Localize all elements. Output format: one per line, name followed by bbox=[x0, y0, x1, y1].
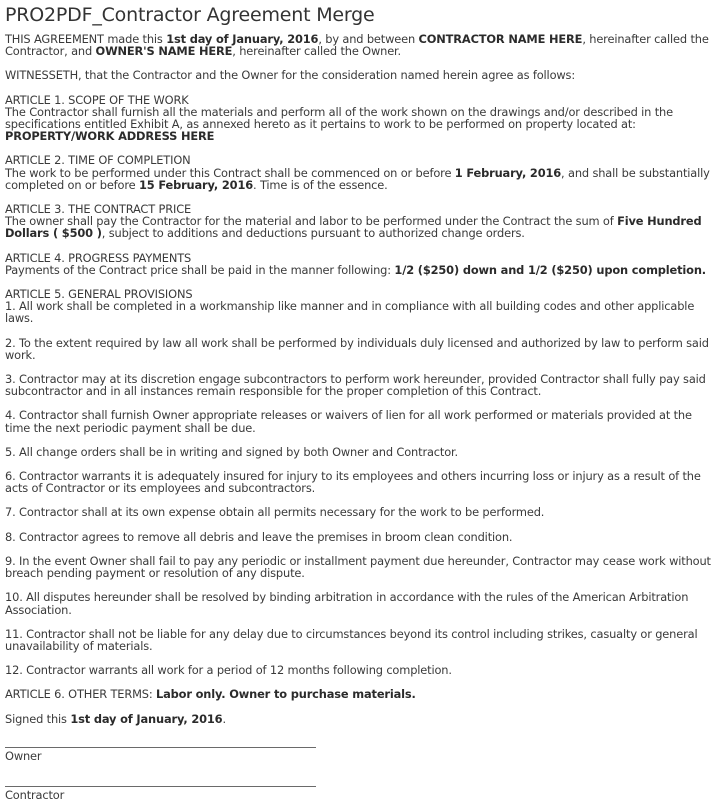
signed-date: 1st day of January, 2016 bbox=[70, 711, 223, 726]
contractor-signature-label: Contractor bbox=[5, 787, 65, 802]
provision-item: 8. Contractor agrees to remove all debris and leave the premises in broom clean condition. bbox=[5, 529, 513, 544]
article-3-text-1: The owner shall pay the Contractor for the material and labor to be performed under the Contract the sum of bbox=[5, 214, 618, 229]
provision-item: 6. Contractor warrants it is adequately insured for injury to its employees and others incurring loss or injury as a result of the acts of Contractor or its employees and subcontractors. bbox=[5, 469, 701, 496]
document-title: PRO2PDF_Contractor Agreement Merge bbox=[5, 4, 375, 26]
witnesseth-paragraph: WITNESSETH, that the Contractor and the Owner for the consideration named herein agree as follows: bbox=[5, 68, 576, 83]
intro-text-2: , by and between bbox=[318, 32, 419, 46]
article-1-heading: ARTICLE 1. SCOPE OF THE WORK bbox=[5, 92, 189, 107]
provision-item: 1. All work shall be completed in a workmanship like manner and in compliance with all building codes and other applicable laws. bbox=[5, 299, 695, 326]
signature-block bbox=[5, 747, 711, 801]
provision-item: 3. Contractor may at its discretion engage subcontractors to perform work hereunder, provided Contractor shall fully pay said subcontractor and in all instances remain responsible for the proper completion of this Contract. bbox=[5, 372, 706, 399]
signed-text-1: Signed this bbox=[5, 711, 71, 726]
provision-item: 9. In the event Owner shall fail to pay any periodic or installment payment due hereunder, Contractor may cease work without breach pending payment or resolution of any dispute. bbox=[5, 553, 711, 581]
provision-item: 7. Contractor shall at its own expense obtain all permits necessary for the work to be performed. bbox=[5, 505, 545, 520]
article-5 bbox=[5, 288, 711, 676]
article-5-heading: ARTICLE 5. GENERAL PROVISIONS bbox=[5, 287, 193, 302]
start-date: 1 February, 2016 bbox=[454, 165, 562, 180]
article-1-text: The Contractor shall furnish all the materials and perform all of the work shown on the drawings and/or described in the specifications entitled Exhibit A, as annexed hereto as it pertains to work to be performed on property located at: bbox=[5, 104, 673, 132]
article-4 bbox=[5, 252, 711, 276]
owner-name: OWNER'S NAME HERE bbox=[95, 44, 233, 59]
article-6-heading: ARTICLE 6. OTHER TERMS: bbox=[5, 687, 157, 702]
article-2-heading: ARTICLE 2. TIME OF COMPLETION bbox=[5, 153, 191, 168]
provision-item: 10. All disputes hereunder shall be resolved by binding arbitration in accordance with the rules of the American Arbitration Association. bbox=[5, 590, 689, 617]
other-terms: Labor only. Owner to purchase materials. bbox=[156, 687, 416, 702]
provision-item: 4. Contractor shall furnish Owner appropriate releases or waivers of lien for all work performed or materials provided at the time the next periodic payment shall be due. bbox=[5, 408, 692, 435]
article-4-heading: ARTICLE 4. PROGRESS PAYMENTS bbox=[5, 250, 192, 265]
provision-item: 5. All change orders shall be in writing and signed by both Owner and Contractor. bbox=[5, 444, 459, 459]
article-1 bbox=[5, 94, 711, 143]
contractor-signature-line bbox=[5, 786, 316, 787]
provision-item: 12. Contractor warrants all work for a period of 12 months following completion. bbox=[5, 663, 452, 678]
article-2-text-3: . Time is of the essence. bbox=[253, 177, 388, 192]
owner-signature-line bbox=[5, 747, 316, 748]
intro-paragraph bbox=[5, 33, 711, 57]
provision-item: 2. To the extent required by law all work shall be performed by individuals duly licensed and authorized by law to perform said work. bbox=[5, 335, 709, 362]
intro-text-4: , hereinafter called the Owner. bbox=[232, 44, 402, 59]
intro-text-1: THIS AGREEMENT made this bbox=[5, 32, 167, 46]
signed-text-2: . bbox=[222, 711, 226, 726]
article-3 bbox=[5, 203, 711, 240]
payment-terms: 1/2 ($250) down and 1/2 ($250) upon completion. bbox=[394, 262, 706, 277]
article-2-text-1: The work to be performed under this Contract shall be commenced on or before bbox=[5, 165, 455, 180]
article-4-text: Payments of the Contract price shall be paid in the manner following: bbox=[5, 262, 395, 277]
signed-paragraph bbox=[5, 713, 711, 725]
article-2 bbox=[5, 154, 711, 191]
article-3-heading: ARTICLE 3. THE CONTRACT PRICE bbox=[5, 202, 192, 217]
owner-signature-label: Owner bbox=[5, 748, 42, 763]
article-6 bbox=[5, 688, 711, 700]
property-address: PROPERTY/WORK ADDRESS HERE bbox=[5, 129, 215, 144]
provision-item: 11. Contractor shall not be liable for any delay due to circumstances beyond its control including strikes, casualty or general unavailability of materials. bbox=[5, 626, 698, 653]
article-2-text-2: , and shall be substantially completed on or before bbox=[5, 165, 710, 192]
contract-price: Five Hundred Dollars ( $500 ) bbox=[5, 214, 702, 241]
contractor-name: CONTRACTOR NAME HERE bbox=[418, 32, 583, 46]
completion-date: 15 February, 2016 bbox=[138, 177, 253, 192]
agreement-date: 1st day of January, 2016 bbox=[166, 32, 319, 46]
intro-text-3: , hereinafter called the Contractor, and bbox=[5, 32, 709, 59]
article-3-text-2: , subject to additions and deductions pursuant to authorized change orders. bbox=[101, 226, 525, 241]
